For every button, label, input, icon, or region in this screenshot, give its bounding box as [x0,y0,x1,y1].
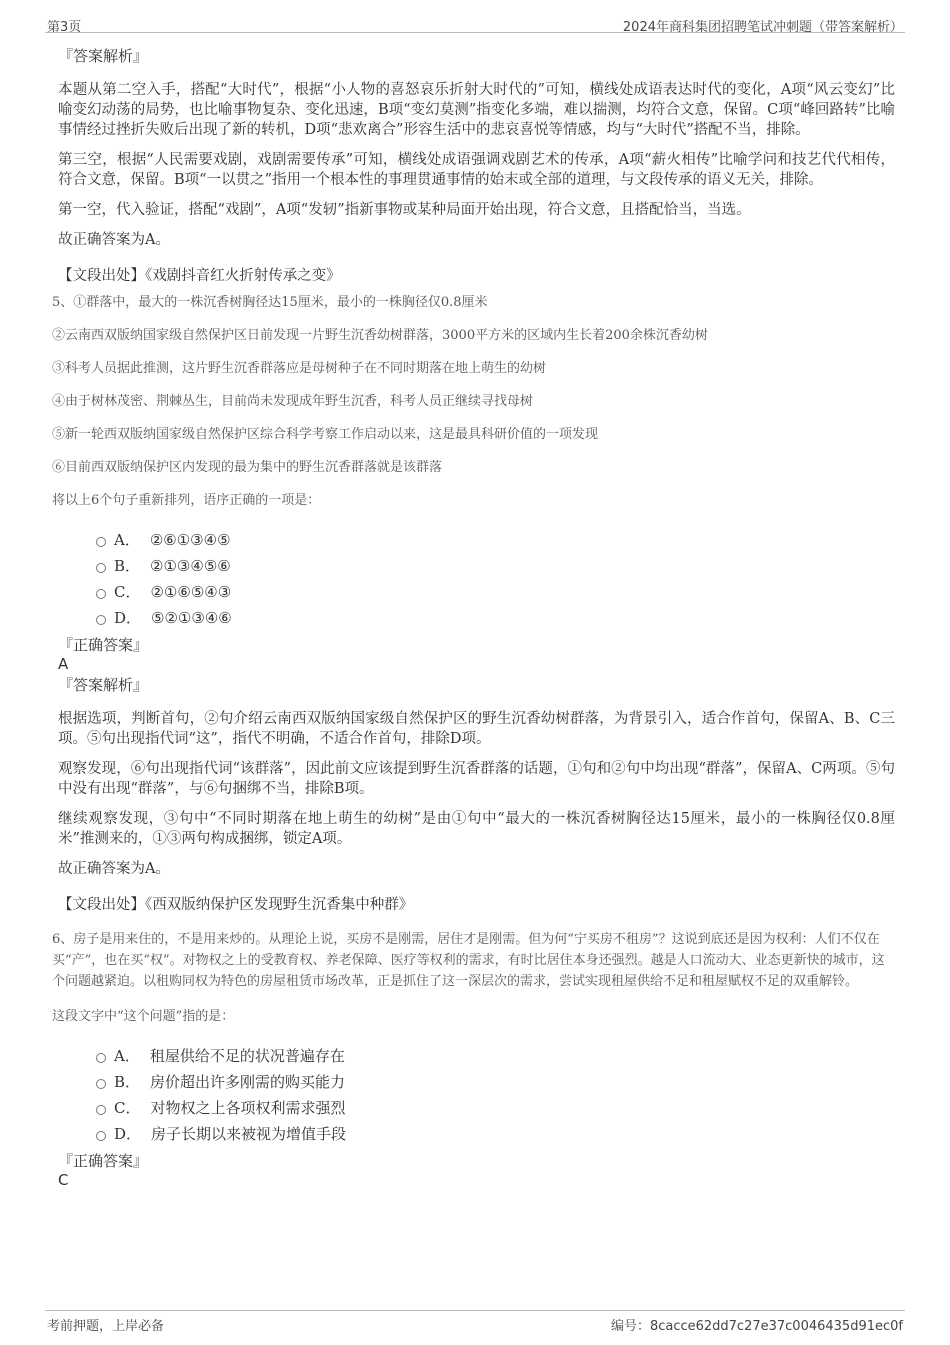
question-5-sentence: ④由于树林茂密、荆棘丛生，目前尚未发现成年野生沉香，科考人员正继续寻找母树 [52,394,534,409]
option-text: 租屋供给不足的状况普遍存在 [149,1047,345,1065]
option-c[interactable] [96,579,950,605]
option-text: ②⑥①③④⑤ [149,531,231,549]
question-5-prompt: 将以上6个句子重新排列，语序正确的一项是： [52,493,321,508]
radio-icon[interactable] [96,589,106,599]
option-d[interactable] [96,605,950,631]
question-5-options [96,527,950,631]
question-5-sentence: ②云南西双版纳国家级自然保护区日前发现一片野生沉香幼树群落，3000平方米的区域内生长着200余株沉香幼树 [52,328,708,343]
document-code: 编号：8cacce62dd7c27e37c0046435d91ec0f [610,1319,903,1334]
question-5-sentence: ③科考人员据此推测，这片野生沉香群落应是母树种子在不同时期落在地上萌生的幼树 [52,361,547,376]
analysis-label: 『答案解析』 [58,47,149,65]
analysis-paragraph: 观察发现，⑥句出现指代词“该群落”，因此前文应该提到野生沉香群落的话题，①句和②句中均出现“群落”，保留A、C两项。⑤句中没有出现“群落”，与⑥句捆绑不当，排除B项。 [58,761,895,797]
analysis-paragraph: 第三空，根据“人民需要戏剧，戏剧需要传承”可知，横线处成语强调戏剧艺术的传承，A项“薪火相传”比喻学问和技艺代代相传，符合文意，保留。B项“一以贯之”指用一个根本性的事理贯通事情的始末或全部的道理，与文段传承的语义无关，排除。 [58,152,895,188]
page-number: 第3页 [47,20,82,35]
analysis-paragraph: 本题从第二空入手，搭配“大时代”，根据“小人物的喜怒哀乐折射大时代的”可知，横线处成语表达时代的变化，A项“风云变幻”比喻变幻动荡的局势，也比喻事物复杂、变化迅速，B项“变幻莫测”指变化多端，难以揣测，均符合文意，保留。C项“峰回路转”比喻事情经过挫折失败后出现了新的转机，D项“悲欢离合”形容生活中的悲哀喜悦等情感，均与“大时代”搭配不当，排除。 [58,82,895,138]
option-text: ②①⑥⑤④③ [150,583,232,601]
correct-answer: A [58,655,69,673]
option-b[interactable] [96,1069,950,1095]
analysis-conclusion: 故正确答案为A。 [58,232,170,248]
radio-icon[interactable] [96,1131,106,1141]
analysis-paragraph: 继续观察发现，③句中“不同时期落在地上萌生的幼树”是由①句中“最大的一株沉香树胸径达15厘米，最小的一株胸径仅0.8厘米”推测来的，①③两句构成捆绑，锁定A项。 [58,811,895,847]
option-a[interactable] [96,1043,950,1069]
analysis-conclusion: 故正确答案为A。 [58,861,170,877]
source-citation: 【文段出处】《戏剧抖音红火折射传承之变》 [58,268,341,284]
radio-icon[interactable] [96,537,106,547]
analysis-paragraph: 根据选项，判断首句，②句介绍云南西双版纳国家级自然保护区的野生沉香幼树群落，为背景引入，适合作首句，保留A、B、C三项。⑤句出现指代词“这”，指代不明确，不适合作首句，排除D项。 [58,711,895,747]
document-title: 2024年商科集团招聘笔试冲刺题（带答案解析） [622,20,903,35]
correct-answer-label: 『正确答案』 [58,636,149,654]
option-a[interactable] [96,527,950,553]
question-6-stem: 6、房子是用来住的，不是用来炒的。从理论上说，买房不是刚需，居住才是刚需。但为何“宁买房不租房”？这说到底还是因为权利：人们不仅在买“产”，也在买“权”。对物权之上的受教育权、养老保障、医疗等权利的需求，有时比居住本身还强烈。越是人口流动大、业态更新快的城市，这个问题越紧迫。以租购同权为特色的房屋租赁市场改革，正是抓住了这一深层次的需求，尝试实现租屋供给不足和租屋赋权不足的双重解铃。 [52,932,885,989]
page-content [0,40,950,1189]
option-text: ②①③④⑤⑥ [150,557,231,575]
option-letter: C． [114,1099,141,1117]
page-header [45,14,905,33]
option-text: 房价超出许多刚需的购买能力 [150,1073,346,1091]
option-text: 对物权之上各项权利需求强烈 [150,1099,346,1117]
question-6-options [96,1043,950,1147]
radio-icon[interactable] [96,615,106,625]
question-5-sentence: 5、①群落中，最大的一株沉香树胸径达15厘米，最小的一株胸径仅0.8厘米 [52,295,488,310]
option-letter: D． [114,609,142,627]
option-text: ⑤②①③④⑥ [151,609,232,627]
option-letter: B． [114,557,141,575]
question-5-sentence: ⑤新一轮西双版纳国家级自然保护区综合科学考察工作启动以来，这是最具科研价值的一项发现 [52,427,599,442]
page-footer [45,1310,905,1337]
footer-slogan: 考前押题，上岸必备 [47,1319,165,1334]
analysis-label: 『答案解析』 [58,676,149,694]
radio-icon[interactable] [96,1105,106,1115]
option-letter: C． [114,583,141,601]
option-letter: A． [114,531,140,549]
option-letter: D． [114,1125,142,1143]
radio-icon[interactable] [96,563,106,573]
option-text: 房子长期以来被视为增值手段 [151,1125,347,1143]
correct-answer: C [58,1171,69,1189]
option-d[interactable] [96,1121,950,1147]
question-6-prompt: 这段文字中“这个问题”指的是： [52,1009,235,1024]
analysis-paragraph: 第一空，代入验证，搭配“戏剧”，A项“发轫”指新事物或某种局面开始出现，符合文意，且搭配恰当，当选。 [58,202,751,218]
option-b[interactable] [96,553,950,579]
correct-answer-label: 『正确答案』 [58,1152,149,1170]
option-letter: B． [114,1073,141,1091]
radio-icon[interactable] [96,1053,106,1063]
radio-icon[interactable] [96,1079,106,1089]
source-citation: 【文段出处】《西双版纳保护区发现野生沉香集中种群》 [58,897,414,913]
question-5-sentence: ⑥目前西双版纳保护区内发现的最为集中的野生沉香群落就是该群落 [52,460,443,475]
option-letter: A． [114,1047,140,1065]
option-c[interactable] [96,1095,950,1121]
